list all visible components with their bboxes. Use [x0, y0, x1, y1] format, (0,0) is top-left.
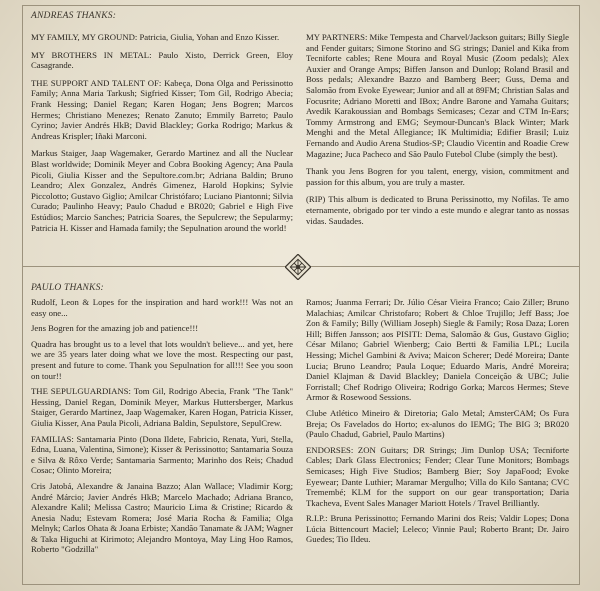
- paulo-paragraph: R.I.P.: Bruna Perissinotto; Fernando Marini dos Reis; Valdir Lopes; Dona Lúcia Bittencourt Maciel; Leleco; Vinnie Paul; Roberto Brant; Dr. Jairo Guedes; Tio Ildeu.: [306, 513, 569, 545]
- paulo-paragraph: Ramos; Juanma Ferrari; Dr. Júlio César Vieira Franco; Caio Ziller; Bruno Malachias; Amilcar Christofaro; Robert & Chloe Trujillo; Jeff Bass; Joe Zon & Family; Billy (William Joseph) Siegle & Family; Rosa Daza; Loren Hill; Biffen Jansson; aos PISITI: Dema, Salomão & Gus, Gustavo Giglio; César Milano; Gabriel Wienberg; Caio Bertti & Familia LPL; Lucila Hessing; Michel Gambini & Aviva; Maicon Scherer; Dedé Moreira; Dante Lucia; Bruno Leandro; Paula Loque; Eduardo Maris, André Moreira; Daniel Klajman & David Blackley; Daniela Conceição & UBC; Julie Forristall; Chef Rodrigo Oliveira; Rodrigo Gorka; Marcos Hermes; Steve Armor & Rosewood Sessions.: [306, 297, 569, 403]
- andreas-paragraph: MY PARTNERS: Mike Tempesta and Charvel/Jackson guitars; Billy Siegle and Fender guitars; Simone Storino and SG strings; Daniel and Kika from Tecniforte cables; Rene Moura and Royal Music (Zoom pedals); Alex Auxier and Orange Amps; Biffen Janson and Dunlop; Roland Brasil and Boss pedals; Alexandre Bazzo and Bamberg Beer; Guss, Dema and Salomão from Evoke Eyewear; Junior and all at 89FM; Christian Salas and Focusrite; Adriano Moretti and IBox; Andre Barone and Yamaha Guitars; Avedik Karakoussian and Bombags Semicases; Cezar and CTM In-Ears; Tommy Armstrong and EMG; Seymour-Duncan's Black Winter; Mark Menghi and the Metal Allegiance; IK Multimidia; Edifier Brasil; Luiz Fernando and Audio Arena Studios-SP; Claudio Vicentin and Roadie Crew Magazine; Juca Pacheco and São Paulo Futebol Clube (simply the best).: [306, 32, 569, 159]
- paulo-paragraph: Quadra has brought us to a level that lots wouldn't believe... and yet, here we are 35 years later doing what we love the most. Respecting our past, present and future to come. Thank you Sepulnation for all!!! See you soon on tour!!: [31, 338, 293, 381]
- andreas-right-column: [306, 32, 569, 254]
- andreas-paragraph: MY FAMILY, MY GROUND: Patricia, Giulia, Yohan and Enzo Kisser.: [31, 32, 280, 42]
- paulo-paragraph: Clube Atlético Mineiro & Diretoria; Galo Metal; AmsterCAM; Os Fura Breja; Os Favelados do Horto; ex-alunos do IEMG; The BIG 3; BR020 (Paulo Chadud, Gabriel, Paulo Martins): [306, 407, 569, 440]
- paulo-paragraph: Jens Bogren for the amazing job and patience!!!: [31, 323, 199, 334]
- andreas-left-column: [31, 32, 293, 260]
- andreas-paragraph: (RIP) This album is dedicated to Bruna Perissinotto, my Nofilas. Te amo eternamente, obrigado por ter vindo a este mundo e alegrar tanto as nossas vidas. Saudades.: [306, 194, 569, 226]
- andreas-paragraph: THE SUPPORT AND TALENT OF: Kabeça, Dona Olga and Perissinotto Family; Anna Maria Tarkush; Sigfried Kisser; Tom Gil, Rodrigo Abecia; Frank Hessing; Daniel Regan; Karen Hogan; Jens Bogren; Marcos Hermes; Christiano Menezes; Renato Zanuto; Emmily Barreto; Paulo Cyrino; Javier Andrés HkB; David Blackley; Gorka Rodrigo; Markus & Andreas Krispler; Iñaki Marconi.: [31, 77, 293, 141]
- andreas-paragraph: Markus Staiger, Jaap Wagemaker, Gerardo Martinez and all the Nuclear Blast worldwide; Dominik Meyer and Cobra Booking Agency; Ana Paula Picoli, Giulia Kisser and the Sepultore.com.br; Adriana Baldin; Bruno Leandro; Alex Gonzalez, Andrés Gimenez, Harold Hopkins; Sylvie Piccolotto; Gustavo Giglio; Amilcar Christófaro; Luciano Piantonni; Silvia Curado; Paulinho Heavy; Paulo Chadud e BR020; Gabriel e High Five Estúdios; Marcio Sanches; Patricia Soares, the Sepulcrew; the Sepularmy; Patricia H. Kisser and Hamada family; the Sepulnation around the world!: [31, 148, 293, 233]
- paulo-paragraph: FAMILIAS: Santamaria Pinto (Dona Ildete, Fabricio, Renata, Yuri, Stella, Edna, Luana, Valentina, Simone); Kisser & Perissinotto; Santamaria Souza e Silva & Rôxo Verde; Santamaria Sarmento; Marinho dos Reis; Chadud Cosac; Olinto Moreira;: [31, 433, 293, 476]
- paulo-left-column: [31, 297, 293, 583]
- andreas-thanks-title: ANDREAS THANKS:: [31, 11, 117, 21]
- andreas-paragraph: Thank you Jens Bogren for you talent, energy, vision, commitment and passion for this album, you are truly a master.: [306, 166, 569, 187]
- andreas-paragraph: MY BROTHERS IN METAL: Paulo Xisto, Derrick Green, Eloy Casagrande.: [31, 49, 293, 71]
- paulo-paragraph: THE SEPULGUARDIANS: Tom Gil, Rodrigo Abecia, Frank "The Tank" Hessing, Daniel Regan, Dominik Meyer, Markus Huttersberger, Markus Staiger, Gerardo Martinez, Jaap Wagemaker, Karen Hogan, Patricia Kisser, Giulia Kisser, Ana Paula Picoli, Adriana Baldin, Sepulstore, SepulCrew.: [31, 386, 293, 428]
- paulo-right-column: [306, 297, 569, 583]
- paulo-paragraph: Cris Jatobá, Alexandre & Janaina Bazzo; Alan Wallace; Vladimir Korg; André Márcio; Javier Andrés HkB; Marcelo Machado; Adriana Branco, Alexandre Kalil; Melissa Castro; Mauricio Lima & Cristine; Ricardo & Anesia Nadu; Estevam Romera; José Maria Rocha & Familia; Olga Melnyk; Carlos Ohata & Joana Erbiste; Xandão Tanamate & JAM; Wagner & Taka Higuchi at Kirimoto; Alejandro Montoya, May Ling Hoo Ramos, Roberto "Godzilla": [31, 480, 293, 555]
- paulo-paragraph: Rudolf, Leon & Lopes for the inspiration and hard work!!! Was not an easy one...: [31, 297, 293, 318]
- paulo-thanks-title: PAULO THANKS:: [31, 283, 104, 293]
- sepultura-emblem-icon: [285, 254, 311, 280]
- paulo-paragraph: ENDORSES: ZON Guitars; DR Strings; Jim Dunlop USA; Tecniforte Cables; Dark Glass Electronics; Fender; Clear Tune Monitors; Bombags Semicases; High Five Studios; Bamberg Bier; Soy JapaFood; Evoke Eyewear; Dante Luthier; Maramar Mergulho; Villa do Kilo Santana; CVC Tremembé; KLM for the support on our gear transportation; Daria Tkacheva, Event Sales Manager Mariott Hotels / Travel Brilliantly.: [306, 444, 569, 508]
